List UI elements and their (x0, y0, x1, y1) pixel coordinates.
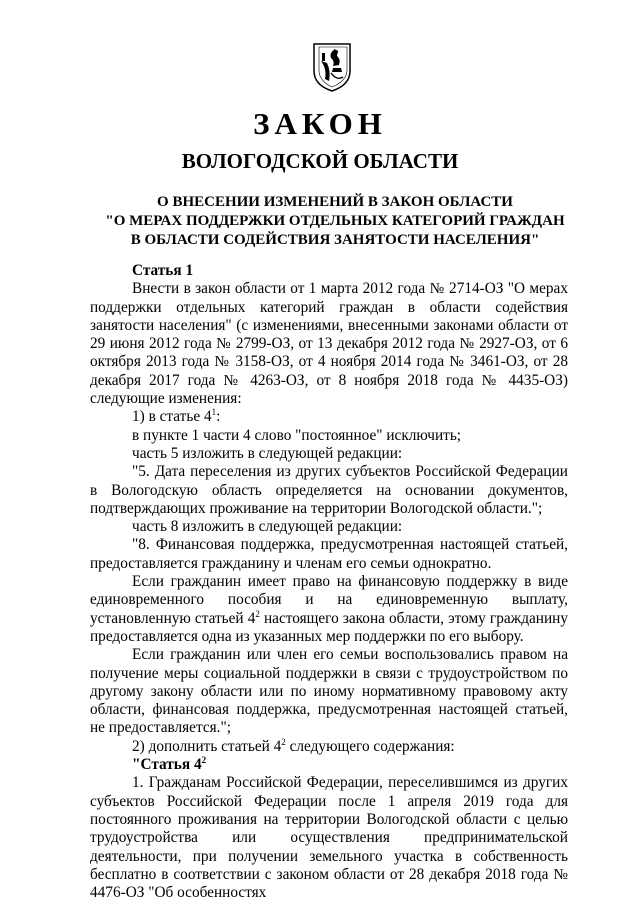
document-title: ЗАКОН (253, 106, 387, 141)
coat-of-arms-emblem (311, 41, 353, 93)
amendment-line: в пункте 1 части 4 слово "постоянное" исключить; (132, 426, 462, 444)
article-4-2-paragraph: 1. Гражданам Российской Федерации, переселившимся из других субъектов Российской Федерации после 1 апреля 2019 года для постоянного проживания на территории Вологодской области с целью трудоустройства или осуществления предпринимательской деятельности, при получении земельного участка в собственность бесплатно в соответствии с законом области от 28 декабря 2018 года № 4476-ОЗ "Об особенностях (90, 774, 568, 902)
law-subtitle-line: О ВНЕСЕНИИ ИЗМЕНЕНИЙ В ЗАКОН ОБЛАСТИ (157, 194, 513, 210)
quoted-part-8: "8. Финансовая поддержка, предусмотренная настоящей статьей, предоставляется гражданину и членам его семьи однократно. (90, 536, 568, 572)
article-intro: Внести в закон области от 1 марта 2012 года № 2714-ОЗ "О мерах поддержки отдельных категорий граждан в области содействия занятости населения" (с изменениями, внесенными законами области от 29 июня 2012 года № 2799-ОЗ, от 13 декабря 2012 года № 2927-ОЗ, от 6 октября 2013 года № 3158-ОЗ, от 4 ноября 2014 года № 3461-ОЗ, от 28 декабря 2017 года № 4263-ОЗ, от 8 ноября 2018 года № 4435-ОЗ) следующие изменения: (90, 280, 568, 408)
paragraph: Если гражданин или член его семьи воспользовались правом на получение меры социальной поддержки в связи с трудоустройством по другому закону области или по иному нормативному правовому акту области, финансовая поддержка, предусмотренная настоящей статьей, не предоставляется."; (90, 646, 568, 737)
law-body (90, 262, 568, 902)
article-4-2-heading: "Статья $4^2$ (132, 755, 207, 774)
law-subtitle (100, 193, 570, 250)
amendment-item-1: 1) в статье $4^1$: (132, 407, 221, 426)
amendment-line: часть 5 изложить в следующей редакции: (132, 444, 403, 462)
law-subtitle-line: В ОБЛАСТИ СОДЕЙСТВИЯ ЗАНЯТОСТИ НАСЕЛЕНИЯ" (130, 232, 540, 248)
article-heading: Статья 1 (132, 262, 194, 279)
law-subtitle-line: "О МЕРАХ ПОДДЕРЖКИ ОТДЕЛЬНЫХ КАТЕГОРИЙ ГРАЖДАН (105, 213, 565, 229)
amendment-line: часть 8 изложить в следующей редакции: (132, 518, 403, 536)
amendment-item-2: 2) дополнить статьей $4^2$ следующего содержания: (132, 736, 455, 755)
paragraph: Если гражданин имеет право на финансовую поддержку в виде единовременного пособия и на единовременную выплату, установленную статьей $4^2$ настоящего закона области, этому гражданину предоставляется одна из указанных мер поддержки по его выбору. (90, 573, 568, 645)
document-region: ВОЛОГОДСКОЙ ОБЛАСТИ (181, 149, 459, 173)
quoted-part-5: "5. Дата переселения из других субъектов Российской Федерации в Вологодскую область определяется на основании документов, подтверждающих проживание на территории Вологодской области."; (90, 463, 568, 517)
